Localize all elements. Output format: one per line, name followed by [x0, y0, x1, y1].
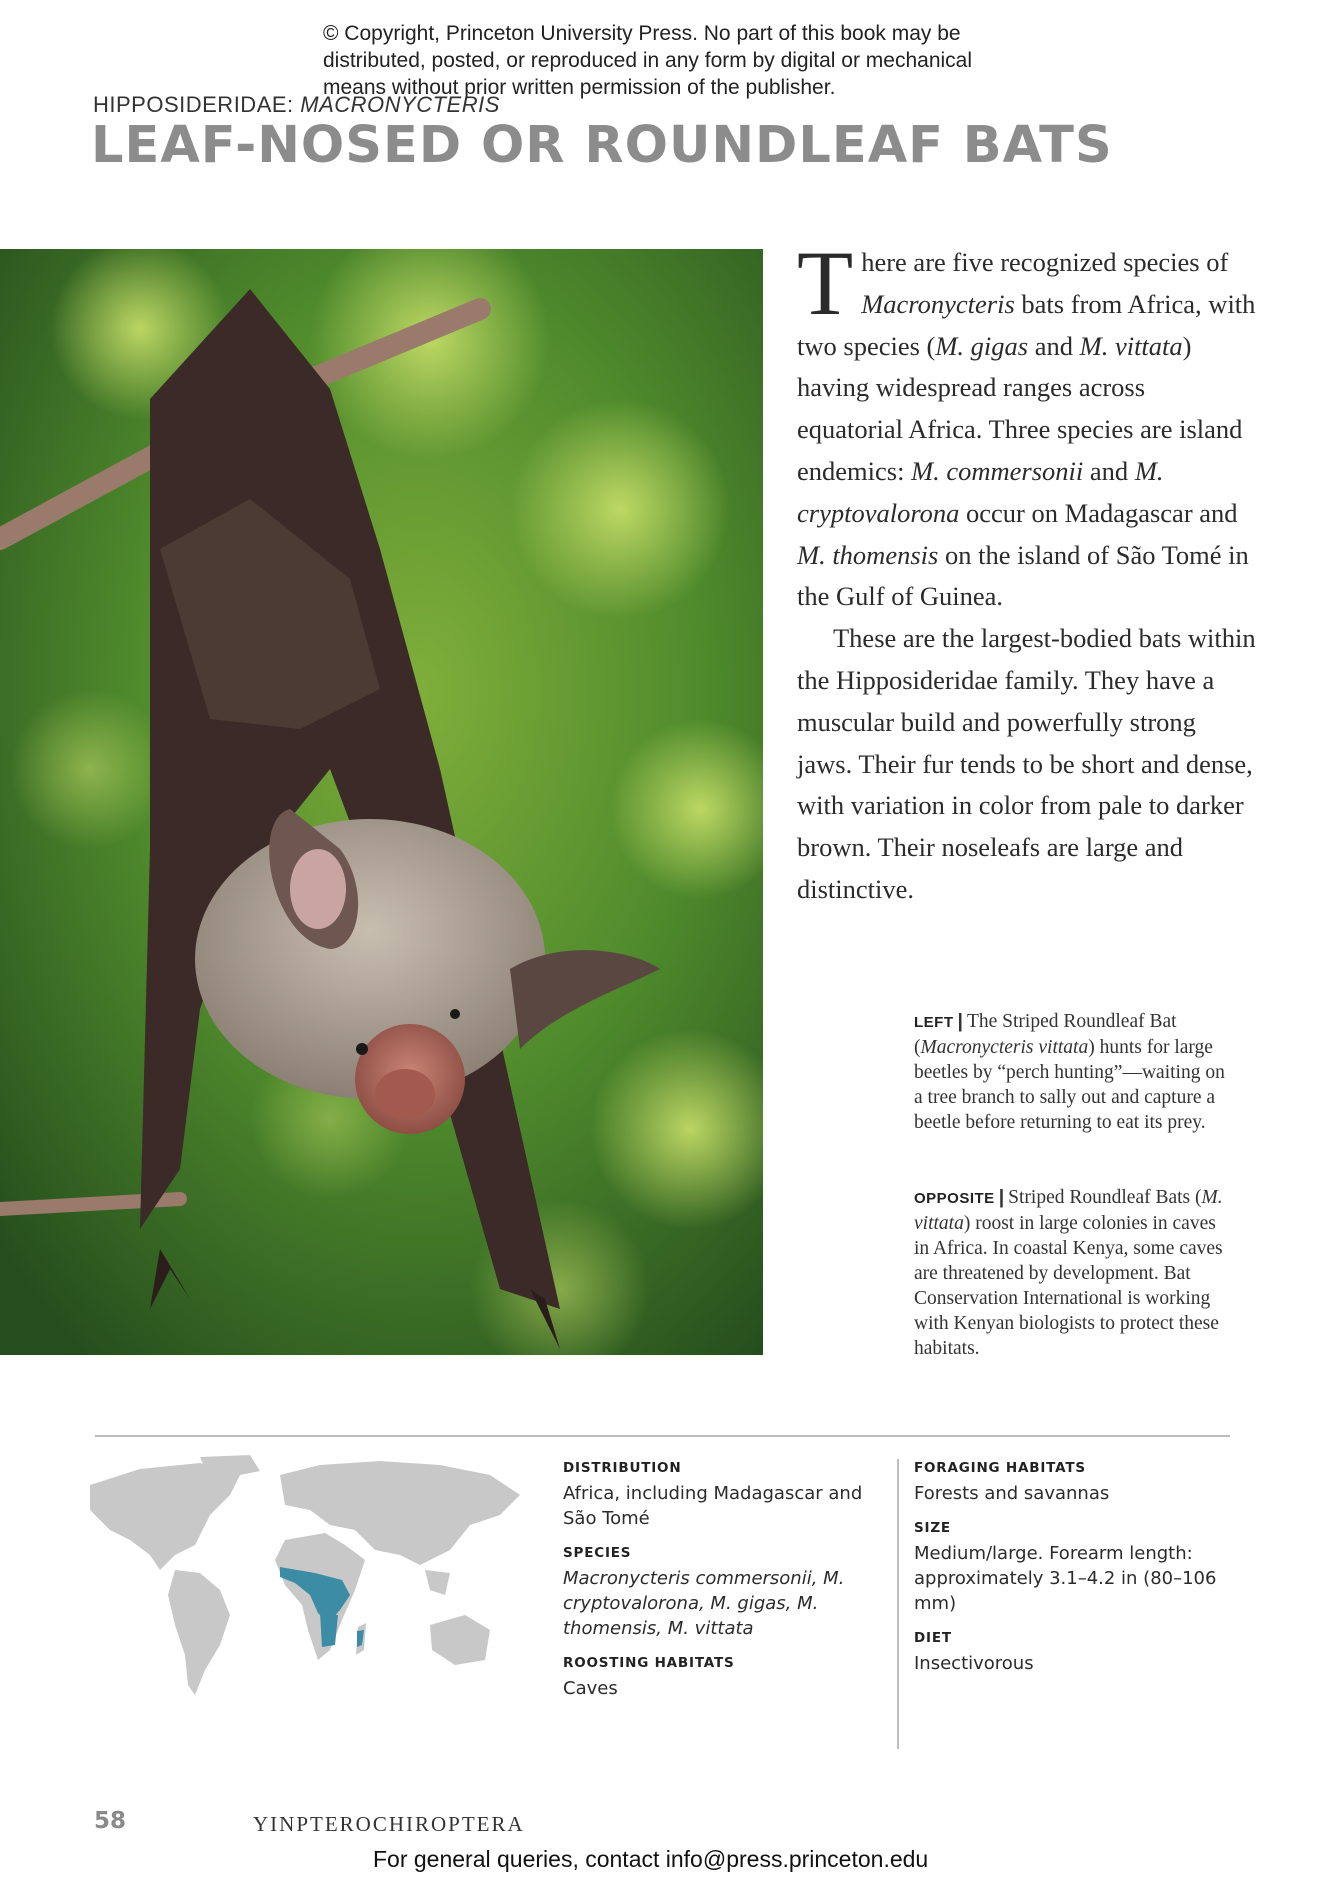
genus-name: MACRONYCTERIS: [300, 92, 500, 117]
foraging-heading: FORAGING HABITATS: [914, 1460, 1086, 1476]
diet-heading: DIET: [914, 1630, 952, 1646]
caption-left-text: The Striped Roundleaf Bat (Macronycteris vittata) hunts for large beetles by “perch hunting”—waiting on a tree branch to sally out and capture a beetle before returning to eat its prey.: [914, 1011, 1225, 1133]
distribution-map: [80, 1455, 540, 1735]
caption-left-tag: LEFT: [914, 1014, 954, 1031]
species-heading: SPECIES: [563, 1545, 632, 1561]
copyright-line-2: distributed, posted, or reproduced in any form by digital or mechanical: [323, 49, 973, 72]
species-value: Macronycteris commersonii, M. cryptovalorona, M. gigas, M. thomensis, M. vittata: [563, 1568, 845, 1639]
factbox-divider: [897, 1459, 899, 1749]
factbox-column-right: [914, 1460, 1234, 1690]
family-name: HIPPOSIDERIDAE:: [93, 92, 294, 117]
copyright-notice: [323, 20, 1023, 101]
page-title: LEAF-NOSED OR ROUNDLEAF BATS: [91, 116, 1113, 175]
family-genus-heading: [93, 92, 500, 118]
contact-line: For general queries, contact info@press.princeton.edu: [373, 1846, 929, 1872]
intro-paragraph-text: here are five recognized species of Macronycteris bats from Africa, with two species (M. gigas and M. vittata) having widespread ranges across equatorial Africa. Three species are island endemics: M. commersonii and M. cryptovalorona occur on Madagascar and M. thomensis on the island of São Tomé in the Gulf of Guinea.: [797, 247, 1256, 612]
bat-photo: [0, 249, 763, 1355]
size-value: Medium/large. Forearm length: approximately 3.1–4.2 in (80–106 mm): [914, 1543, 1217, 1614]
roosting-heading: ROOSTING HABITATS: [563, 1655, 735, 1671]
running-head: YINPTEROCHIROPTERA: [253, 1812, 525, 1836]
body-text: [797, 232, 1257, 911]
foraging-value: Forests and savannas: [914, 1483, 1110, 1504]
caption-opposite-text: Striped Roundleaf Bats (M. vittata) roost in large colonies in caves in Africa. In coastal Kenya, some caves are threatened by development. Bat Conservation International is working with Kenyan biologists to protect these habitats.: [914, 1187, 1223, 1359]
page-number: 58: [94, 1808, 127, 1834]
roosting-value: Caves: [563, 1678, 618, 1699]
factbox-rule: [95, 1435, 1230, 1437]
copyright-line-1: © Copyright, Princeton University Press. No part of this book may be: [323, 22, 961, 45]
size-heading: SIZE: [914, 1520, 951, 1536]
distribution-heading: DISTRIBUTION: [563, 1460, 682, 1476]
caption-opposite-tag: OPPOSITE: [914, 1190, 995, 1207]
caption-opposite: [914, 1185, 1234, 1361]
distribution-value: Africa, including Madagascar and São Tomé: [563, 1483, 863, 1529]
intro-paragraph: [797, 232, 1257, 618]
copyright-line-3: means without prior written permission of the publisher.: [323, 76, 836, 99]
caption-divider: |: [957, 1010, 963, 1032]
caption-left: [914, 1009, 1234, 1135]
diet-value: Insectivorous: [914, 1653, 1034, 1674]
drop-cap: T: [797, 232, 854, 334]
factbox-column-left: [563, 1460, 883, 1715]
body-paragraph-2: These are the largest-bodied bats within the Hipposideridae family. They have a muscular build and powerfully strong jaws. Their fur tends to be short and dense, with variation in color from pale to darker brown. Their noseleafs are large and distinctive.: [797, 623, 1256, 904]
caption-divider: |: [998, 1186, 1005, 1208]
